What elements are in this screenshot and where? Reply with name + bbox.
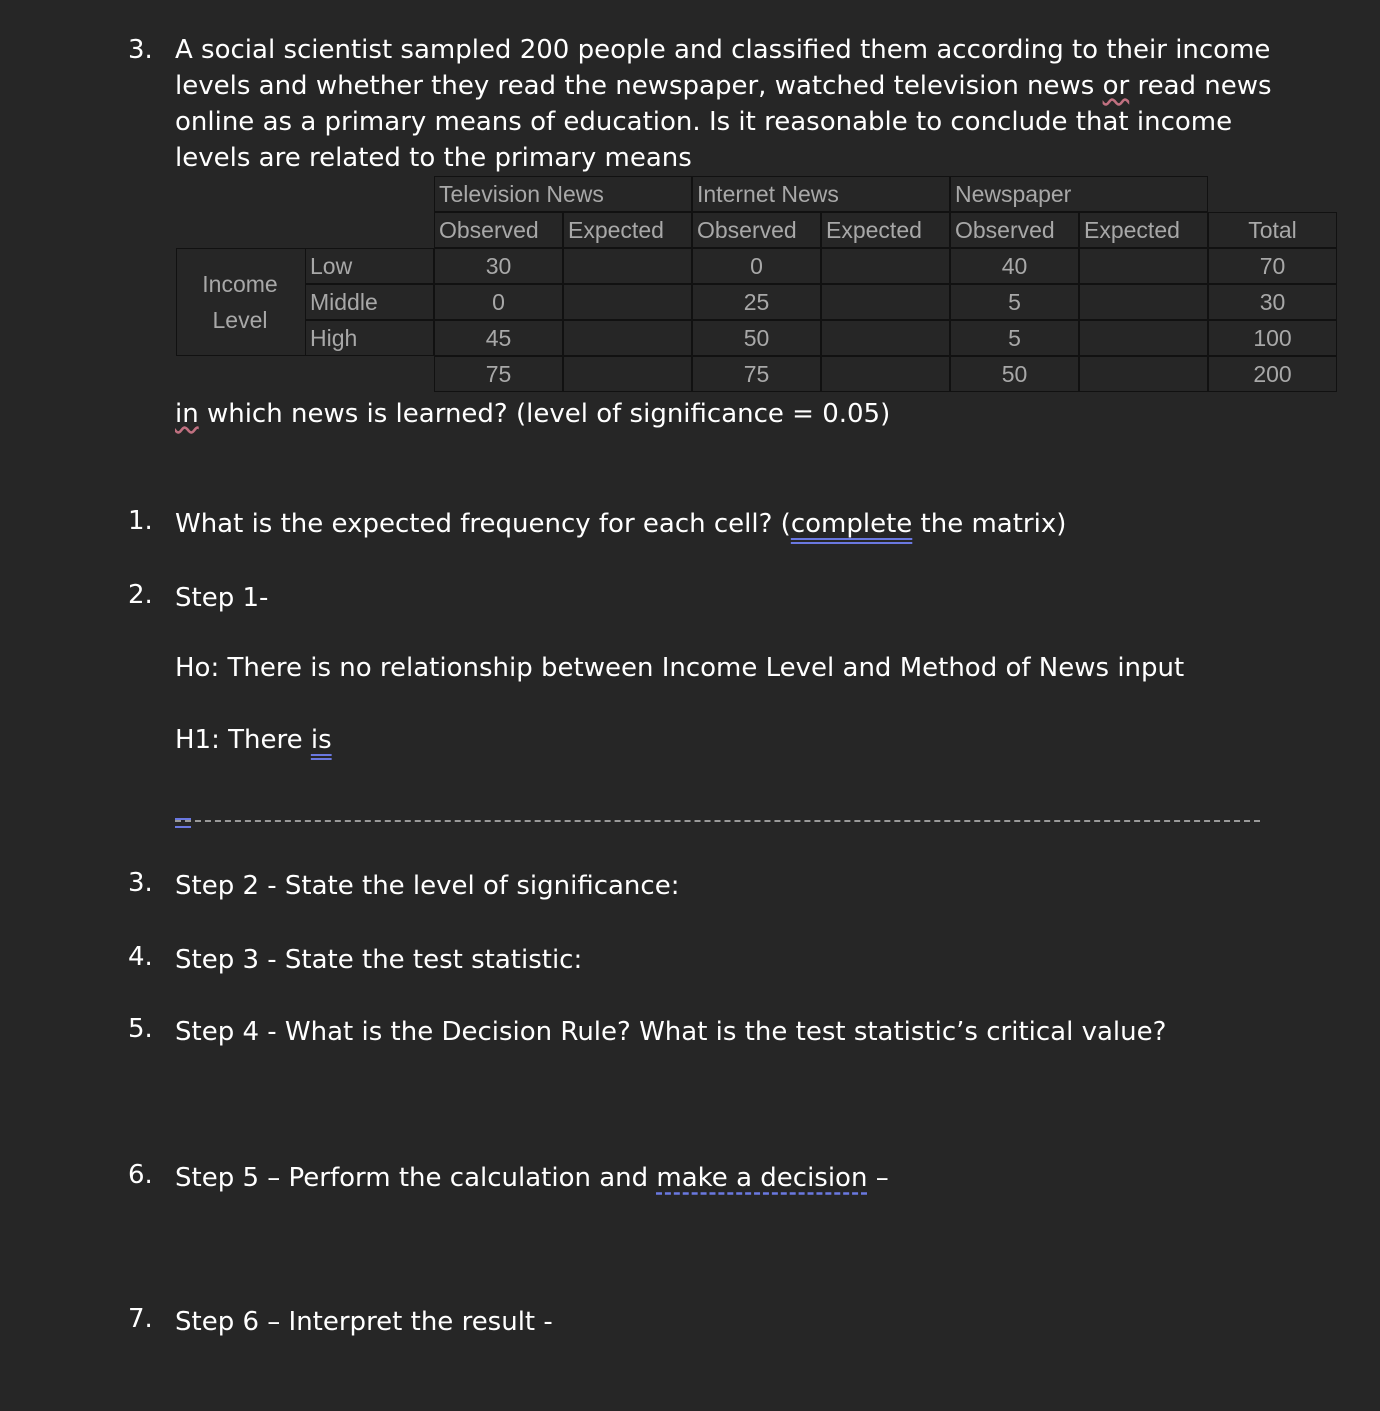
problem-intro-or: or — [1102, 71, 1130, 101]
cell-middle-paper-observed: 5 — [950, 284, 1079, 320]
question-7-text: Step 6 – Interpret the result - — [175, 1307, 553, 1337]
subheader-net-expected: Expected — [821, 212, 950, 248]
cell-low-net-observed: 0 — [692, 248, 821, 284]
cell-middle-total: 30 — [1208, 284, 1337, 320]
grand-total: 200 — [1208, 356, 1337, 392]
cell-low-paper-expected[interactable] — [1079, 248, 1208, 284]
question-5-text: Step 4 - What is the Decision Rule? What is the test statistic’s critical value? — [175, 1017, 1167, 1047]
problem-intro-rest: read news online as a primary means of education. Is it reasonable to conclude that income levels are related to the primary means — [175, 71, 1272, 173]
header-internet-news: Internet News — [692, 176, 950, 212]
question-5-number: 5. — [128, 1014, 153, 1044]
question-6-text-underlined: make a decision — [656, 1163, 868, 1193]
question-6-text-a: Step 5 – Perform the calculation and — [175, 1163, 657, 1193]
cell-middle-tv-expected[interactable] — [563, 284, 692, 320]
total-tv-observed: 75 — [434, 356, 563, 392]
total-tv-expected[interactable] — [563, 356, 692, 392]
question-6-number: 6. — [128, 1160, 153, 1190]
problem-intro-text: A social scientist sampled 200 people and classified them according to their income levels and whether they read the newspaper, watched television news — [175, 35, 1271, 101]
question-7-number: 7. — [128, 1304, 153, 1334]
row-label-low: Low — [305, 248, 434, 284]
cell-high-total: 100 — [1208, 320, 1337, 356]
question-2-number: 2. — [128, 580, 153, 610]
header-newspaper: Newspaper — [950, 176, 1208, 212]
cell-middle-tv-observed: 0 — [434, 284, 563, 320]
total-net-observed: 75 — [692, 356, 821, 392]
question-1-text-b: the matrix) — [912, 509, 1067, 539]
problem-number: 3. — [128, 35, 153, 65]
cell-low-paper-observed: 40 — [950, 248, 1079, 284]
total-net-expected[interactable] — [821, 356, 950, 392]
question-2-text: Step 1- — [175, 583, 269, 613]
cell-high-tv-observed: 45 — [434, 320, 563, 356]
answer-blank-line[interactable] — [175, 820, 1260, 822]
total-paper-expected[interactable] — [1079, 356, 1208, 392]
cell-low-total: 70 — [1208, 248, 1337, 284]
cell-middle-net-expected[interactable] — [821, 284, 950, 320]
alternative-hypothesis — [175, 722, 332, 758]
alternative-hypothesis-text: H1: There — [175, 725, 311, 755]
question-1-text-underlined: complete — [790, 509, 913, 539]
subheader-paper-observed: Observed — [950, 212, 1079, 248]
cell-middle-net-observed: 25 — [692, 284, 821, 320]
question-6-text-b: – — [867, 1163, 889, 1193]
question-3-number: 3. — [128, 868, 153, 898]
cell-high-tv-expected[interactable] — [563, 320, 692, 356]
income-level-label: Income Level — [202, 271, 278, 333]
problem-statement — [175, 32, 1295, 176]
header-total: Total — [1208, 212, 1337, 248]
question-3-text: Step 2 - State the level of significance: — [175, 871, 680, 901]
problem-continuation-in: in — [175, 399, 199, 429]
subheader-tv-observed: Observed — [434, 212, 563, 248]
row-label-high: High — [305, 320, 434, 356]
cell-low-tv-observed: 30 — [434, 248, 563, 284]
cell-low-tv-expected[interactable] — [563, 248, 692, 284]
cell-low-net-expected[interactable] — [821, 248, 950, 284]
subheader-tv-expected: Expected — [563, 212, 692, 248]
question-4-number: 4. — [128, 942, 153, 972]
subheader-paper-expected: Expected — [1079, 212, 1208, 248]
cell-high-net-expected[interactable] — [821, 320, 950, 356]
cell-high-paper-expected[interactable] — [1079, 320, 1208, 356]
total-paper-observed: 50 — [950, 356, 1079, 392]
cell-middle-paper-expected[interactable] — [1079, 284, 1208, 320]
subheader-net-observed: Observed — [692, 212, 821, 248]
null-hypothesis: Ho: There is no relationship between Income Level and Method of News input — [175, 653, 1185, 683]
question-1-number: 1. — [128, 506, 153, 536]
question-1-text — [175, 506, 1066, 542]
question-1-text-a: What is the expected frequency for each cell? ( — [175, 509, 791, 539]
answer-blank-marker — [175, 818, 191, 828]
question-4-text: Step 3 - State the test statistic: — [175, 945, 583, 975]
problem-continuation-rest: which news is learned? (level of significance = 0.05) — [198, 399, 891, 429]
row-label-middle: Middle — [305, 284, 434, 320]
alternative-hypothesis-underlined: is — [310, 725, 332, 755]
cell-high-paper-observed: 5 — [950, 320, 1079, 356]
question-6-text — [175, 1160, 889, 1196]
cell-high-net-observed: 50 — [692, 320, 821, 356]
problem-continuation — [175, 396, 890, 432]
header-television-news: Television News — [434, 176, 692, 212]
